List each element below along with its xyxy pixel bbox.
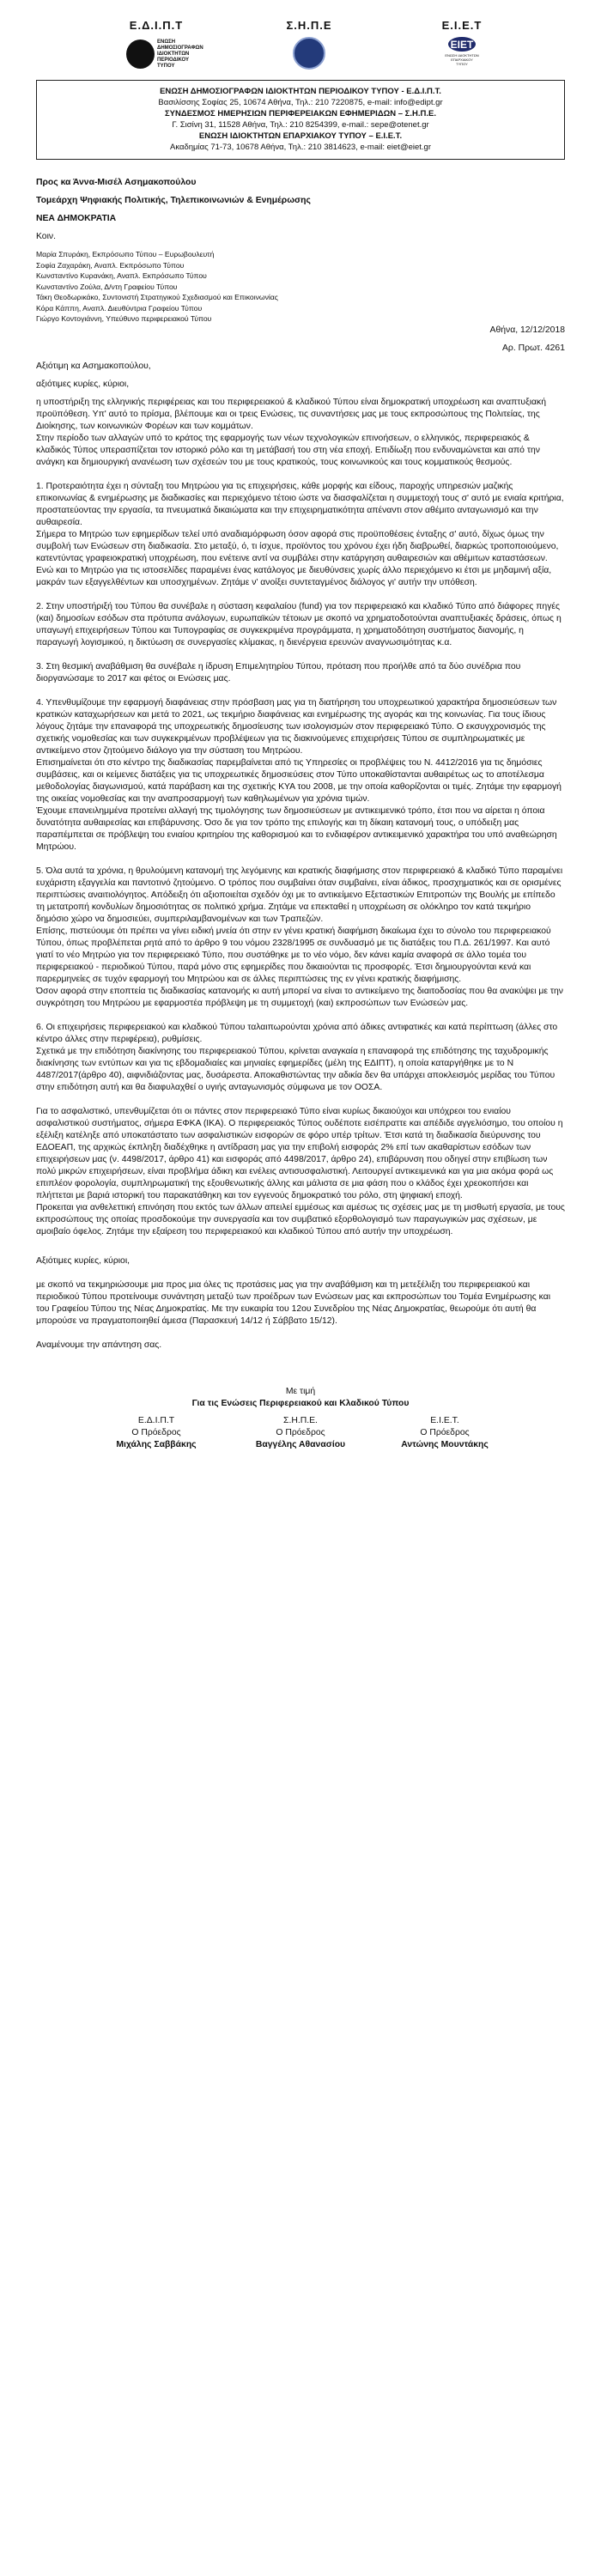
union-snpe-address: Γ. Σισίνη 31, 11528 Αθήνα, Τηλ.: 210 8254399, e-mail.: sepe@otenet.gr — [172, 120, 429, 130]
body-paragraph-registry: Σήμερα το Μητρώο των εφημερίδων τελεί υπό αναδιαμόρφωση όσον αφορά στις προϋποθέσεις ένταξης σ' αυτό, δίχως όμως την συμβολή των Ενώσεων στη διαδικασία. Στο μεταξύ, ό, τι ίσχυε, προϊόντος του χρόνου έχει ήδη διαβρωθεί, διαρκώς τροποποιούμενο, κατεντύντας γραφειοκρατική υποχρέωση, που ενέτεινε αντί να συμβάλει στην κατάργηση αυθαιρεσιών και αθέμιτων καταστάσεων. Ενώ και το Μητρώο για τις ιστοσελίδες παραμένει ένας κατάλογος με διευθύνσεις χωρίς άλλο περιεχόμενο κι έτσι με μηδαμινή αξία, μακράν των εξαγγελθέντων και υποσχημένων. Ζητάμε ν' ανοίξει συντεταγμένος διάλογος γι' αυτήν την υπόθεση. — [36, 529, 559, 587]
signature-name: Αντώνης Μουντάκης — [401, 1439, 489, 1449]
body-paragraph-law-4412: Επισημαίνεται ότι στο κέντρο της διαδικασίας παρεμβαίνεται από τις Υπηρεσίες οι προβλέψεις του Ν. 4412/2016 για τις δημόσιες συμβάσεις, και οι κείμενες διατάξεις για τις υποχρεωτικές δημοσιεύσεις στον Τύπο υποκαθίστανται αυθαιρέτως ως το αποτέλεσμα μεθοδολογίας διαγωνισμού, κατά παράβαση και της σχετικής ΚΥΑ του 2008, με την οποία καθορίζονται οι τιμές. Ζητάμε την εφαρμογή της οικείας νομοθεσίας και την αναπροσαρμογή των καθηλωμένων για χρόνια τιμών. — [36, 757, 562, 804]
org-edipt — [96, 19, 216, 71]
org-snpe — [249, 19, 369, 71]
signature-block — [36, 1415, 565, 1451]
recipient-to: Προς κα Άννα-Μισέλ Ασημακοπούλου — [36, 178, 197, 187]
body-paragraph-meeting-request: με σκοπό να τεκμηριώσουμε μια προς μια όλες τις προτάσεις μας για την αναβάθμιση και τη μετεξέλιξη του περιφερειακού και περιοδικού Τύπου προτείνουμε συνάντηση μεταξύ των προέδρων των Ενώσεων μας και εκπροσώπων του Τομέα Ενημέρωσης και του Γραφείου Τύπου της Νέας Δημοκρατίας. Με την ευκαιρία του 12ου Συνεδρίου της Νέας Δημοκρατίας, θεωρούμε ότι αυτή θα μπορούσε να πραγματοποιηθεί άμεσα (Παρασκευή 14/12 ή Σάββατο 15/12). — [36, 1279, 551, 1326]
body-paragraph-supervision: Όσον αφορά στην εποπτεία τις διαδικασίας κατανομής κι αυτή μπορεί να είναι το αντικείμενο της διαιτοδοσίας που θα ανακύψει με την συγκρότηση του Μητρώου με εφαρμοστέα πρόβλεψη με τη συμμετοχή (και) εκπροσώπων των Ενώσεών μας. — [36, 986, 564, 1008]
cc-item: Κόρα Κάππη, Αναπλ. Διευθύντρια Γραφείου Τύπου — [36, 303, 203, 313]
eiet-logo-text: ΕΝΩΣΗ ΙΔΙΟΚΤΗΤΩΝ ΕΠΑΡΧΙΑΚΟΥ ΤΥΠΟΥ — [445, 53, 479, 66]
eiet-logo — [445, 37, 479, 66]
protocol-number: Αρ. Πρωτ. 4261 — [502, 343, 565, 353]
body-paragraph-insurance: Για το ασφαλιστικό, υπενθυμίζεται ότι οι πάντες στον περιφερειακό Τύπο είναι κυρίως δικαιούχοι και υπόχρεοι του ενιαίου ασφαλιστικού συστήματος, σήμερα ΕΦΚΑ (ΙΚΑ). Ο περιφερειακός Τύπος ουδέποτε εισέπραττε και απέδιδε αγγελιόσημο, του οποίου η εξέλιξη κατέληξε από υποκατάστατο των ασφαλιστικών εισφορών σε φόρο υπέρ τρίτων. Έτσι κατά τη διαδικασία διεύρυνσης του ΕΔΟΕΑΠ, της αρχικώς έκπληξη διαδέχθηκε η αντίδραση μας για την επιβολή εισφοράς 2% επί των ακαθαρίστων εσόδων των επιχειρήσεων μας (ν. 4498/2017, άρθρο 41) και εισφοράς από 4498/2017, άρθρο 24), επιβάρυνση που οδηγεί στην επιβίωση των πολύ μικρών επιχειρήσεων, είναι προβλήμα άδικη και ενέλεις αντισυσφαλιστική. Λειτουργεί αντικειμενικά και για μια ακόμα φορά ως επιπλέον φορολογία, συμπληρωματική της εξουθενωτικής άλλης και μάλιστα σε μια φάση που ο κλάδος έχει χρεοκοπήσει και πλήττεται με βαριά ιστορική του παρακατάθηκη και τον εγγενούς δημοκρατικό του ρόλο, στη ψηφιακή εποχή. — [36, 1106, 563, 1200]
body-paragraph-point-4: 4. Υπενθυμίζουμε την εφαρμογή διαφάνειας στην πρόσβαση μας για τη διατήρηση του υποχρεωτικού χαρακτήρα δημοσιεύσεων των κρατικών καταχωρήσεων και μετά το 2021, ως τεκμήριο διαφάνειας και ενημέρωσης της αγοράς και της κοινωνίας. Για τους ίδιους λόγους ζητάμε την επαναφορά της υποχρεωτικής δημοσίευσης των ισολογισμών στον περιφερειακό Τύπο. Ο εκσυγχρονισμός της σχετικής νομοθεσίας και των συγκεκριμένων προβλέψεων για τις διακινούμενες επιχειρήσεις Τύπου σε συμπληρωματικές με αντικείμενο στον ζητούμενο διάλογο για την σύσταση του Μητρώου. — [36, 697, 557, 756]
body-paragraph-point-1: 1. Προτεραιότητα έχει η σύνταξη του Μητρώου για τις επιχειρήσεις, κάθε μορφής και είδους, παροχής υπηρεσιών μαζικής επικοινωνίας & ενημέρωσης με διαδικασίες και περιεχόμενο τέτοιο ώστε να διασφαλίζεται η συμμετοχή τους σ' αυτό με ενιαία κριτήρια, προστατεύοντας την εργασία, τα πνευματικά δικαιώματα και την επιχειρηματικότητα απέναντι στον αθέμιτο ανταγωνισμό και την αυθαιρεσία. — [36, 481, 564, 527]
body-paragraph-awaiting: Αναμένουμε την απάντηση σας. — [36, 1340, 162, 1350]
signature-closing: Με τιμή — [285, 1386, 316, 1396]
letter-date: Αθήνα, 12/12/2018 — [489, 325, 565, 335]
greeting-secondary: αξιότιμες κυρίες, κύριοι, — [36, 379, 130, 389]
cc-item: Κωνσταντίνο Ζούλα, Δ/ντη Γραφείου Τύπου — [36, 282, 178, 291]
signature-name: Βαγγέλης Αθανασίου — [255, 1439, 346, 1449]
cc-label: Κοιν. — [36, 232, 56, 241]
signature-org: Σ.Η.Π.Ε. — [283, 1415, 318, 1425]
org-eiet-abbr: Ε.Ι.Ε.Τ — [441, 19, 483, 32]
union-snpe-name: ΣΥΝΔΕΣΜΟΣ ΗΜΕΡΗΣΙΩΝ ΠΕΡΙΦΕΡΕΙΑΚΩΝ ΕΦΗΜΕΡΙΔΩΝ – Σ.Η.Π.Ε. — [164, 109, 437, 118]
union-edipt-address: Βασιλίσσης Σοφίας 25, 10674 Αθήνα, Τηλ.: 210 7220875, e-mail: info@edipt.gr — [158, 98, 443, 107]
unions-contact-box — [36, 80, 565, 160]
cc-item: Γιώργο Κοντογιάννη, Υπεύθυνο περιφερειακού Τύπου — [36, 314, 212, 323]
snpe-globe-logo-icon — [293, 37, 325, 70]
union-edipt-name: ΕΝΩΣΗ ΔΗΜΟΣΙΟΓΡΑΦΩΝ ΙΔΙΟΚΤΗΤΩΝ ΠΕΡΙΟΔΙΚΟΥ ΤΥΠΟΥ - Ε.Δ.Ι.Π.Τ. — [160, 87, 441, 96]
body-paragraph-intro: η υποστήριξη της ελληνικής περιφέρειας και του περιφερειακού & κλαδικού Τύπου είναι δημοκρατική υποχρέωση και αναπτυξιακή προϋπόθεση. Υπ' αυτό το πρίσμα, βλέπουμε και οι τρεις Ενώσεις, τις συναντήσεις μας με τους εκπροσώπους της Πολιτείας, της Διοίκησης, των κοινωνικών Φορέων και των κομμάτων. — [36, 397, 547, 431]
signature-snpe — [245, 1415, 356, 1451]
body-paragraph-subsidy: Σχετικά με την επιδότηση διακίνησης του περιφερειακού Τύπου, κρίνεται αναγκαία η επαναφορά της επιδότησης της ταχυδρομικής διακίνησης των εντύπων και για τις εβδομαδιαίες και μηνιαίες εφημερίδες (μέλη της ΕΔΙΠΤ), η οποία καταργήθηκε με το Ν 4487/2017(άρθρο 40), αιφνιδιάζοντας μας, δυσάρεστα. Αποκαθιστώντας την αδικία δεν θα υπάρχει αποκλεισμός μερίδας του Τύπου στην επιδότηση αυτή και θα διαφυλαχθεί ο υγιής ανταγωνισμός σύμφωνα με τον ΟΟΣΑ. — [36, 1046, 555, 1092]
cc-item: Σοφία Ζαχαράκη, Αναπλ. Εκπρόσωπο Τύπου — [36, 260, 185, 270]
signature-edipt — [100, 1415, 212, 1451]
cc-item: Μαρία Σπυράκη, Εκπρόσωπο Τύπου – Ευρωβουλευτή — [36, 250, 215, 258]
cc-list — [36, 249, 565, 325]
body-paragraph-state-advertising: Επίσης, πιστεύουμε ότι πρέπει να γίνει ειδική μνεία ότι στην εν γένει κρατική διαφήμιση δικαίωμα έχει το σύνολο του περιφερειακού Τύπου, όπως προβλέπεται ρητά από το άρθρο 9 του νόμου 2328/1995 σε συνδυασμό με τις διατάξεις του Π.Δ. 261/1997. Και αυτό γιατί το νέο Μητρώο για τον περιφερειακό Τύπο, που συστάθηκε με το νέο νόμο, δεν κάνει καμία αναφορά σε άλλο τομέα του περιφερειακού - περιοδικού Τύπου, παρά μόνο στις εφημερίδες που δικαιούνται τις προσφορές. Έτσι δημιουργούνται κενά και παρερμηνείες σε τυχόν εφαρμογή του Μητρώου και σε άλλες περιπτώσεις της εν γένει κρατικής διαφήμισης. — [36, 926, 551, 984]
header-orgs — [36, 19, 565, 71]
body-paragraph-point-2: 2. Στην υποστήριξή του Τύπου θα συνέβαλε η σύσταση κεφαλαίου (fund) για τον περιφερειακό και κλαδικό Τύπο από διάφορες πηγές (και) δημοσίων εσόδων στα πρότυπα ανάλογων, ευρωπαϊκών τέτοιων με σκοπό να χρηματοδοτούνται αναπτυξιακές δράσεις, όπως η υπαγωγή επιχειρήσεων Τύπου και Τυπογραφίας σε συγκεκριμένα προγράμματα, η χρηματοδότηση συστήματος διανομής, η παραγωγή λογισμικού, η δικτύωση σε συνεργασίες κλίμακας, η διενέργεια ερευνών αναγνωσιμότητας κ.α. — [36, 601, 562, 647]
signature-eiet — [389, 1415, 501, 1451]
union-eiet-name: ΕΝΩΣΗ ΙΔΙΟΚΤΗΤΩΝ ΕΠΑΡΧΙΑΚΟΥ ΤΥΠΟΥ – Ε.Ι.Ε.Τ. — [198, 131, 403, 141]
greeting-primary: Αξιότιμη κα Ασημακοπούλου, — [36, 361, 151, 371]
body-paragraph-pricing: Έχουμε επανειλημμένα προτείνει αλλαγή της τιμολόγησης των δημοσιεύσεων με αντικειμενικό τρόπο, έτσι που να αίρεται η όποια δυνατότητα αυθαιρεσίας και επιβάρυνσης. Όσο δε για τον τρόπο της επιλογής και τη δίκαιη κατανομή τους, ο υπόδειξη μας παραπέμπεται σε πρόβλεψη του ενιαίου κριτηρίου της καθορισμού και το ενδιαφέρον αντικειμενικό χαρακτήρα του υπό αναθεώρηση Μητρώου. — [36, 805, 557, 852]
edipt-logo — [126, 37, 203, 71]
org-edipt-abbr: Ε.Δ.Ι.Π.Τ — [129, 19, 184, 32]
union-eiet-address: Ακαδημίας 71-73, 10678 Αθήνα, Τηλ.: 210 3814623, e-mail: eiet@eiet.gr — [169, 143, 431, 152]
signature-for-line: Για τις Ενώσεις Περιφερειακού και Κλαδικού Τύπου — [191, 1398, 410, 1408]
recipient-sector: Τομεάρχη Ψηφιακής Πολιτικής, Τηλεπικοινωνιών & Ενημέρωσης — [36, 196, 311, 205]
org-eiet — [402, 19, 522, 71]
body-paragraph-point-5: 5. Όλα αυτά τα χρόνια, η θρυλούμενη κατανομή της λεγόμενης και κρατικής διαφήμισης στον περιφερειακό & κλαδικό Τύπο παραμένει ευχάριστη εξαγγελία και παντοτινό ζητούμενο. Ο τρόπος που συμβαίνει όταν συμβαίνει, είναι άδικος, προσχηματικός και σε ορισμένες περιπτώσεις αναιτιολόγητος. Απόδειξη ότι αξιοποιείται σχεδόν όχι με το αντικείμενο Εξεταστικών Επιτροπών της Βουλής με επίπεδο τη μετατροπή κονδυλίων δημοσιότητας σε πολιτικό χρήμα. Ζητάμε να επεκταθεί η υποχρέωση σε ολόκληρο τον κατά τεκμήριο δημόσιο χώρο να δημοσιεύει, συμπεριλαμβανομένων και των Τραπεζών. — [36, 866, 563, 924]
signature-role: Ο Πρόεδρος — [131, 1427, 181, 1437]
signature-role: Ο Πρόεδρος — [420, 1427, 470, 1437]
body-paragraph-point-3: 3. Στη θεσμική αναβάθμιση θα συνέβαλε η ίδρυση Επιμελητηρίου Τύπου, πρόταση που προήλθε από τα δύο συνέδρια που διοργανώσαμε το 2017 και φέτος οι Ενώσεις μας. — [36, 661, 521, 683]
eiet-logo-mark-icon: EIET — [448, 37, 476, 52]
cc-item: Κωνσταντίνο Κυρανάκη, Αναπλ. Εκπρόσωπο Τύπου — [36, 271, 207, 280]
body-paragraph-exemption: Προκειται για ανθελεττική επινόηση που εκτός των άλλων απειλεί εμμέσως και αμέσως τις σχέσεις μας με τη μισθωτή εργασία, με τους εκπροσώπους της οποίας προσδοκούμε την συνεργασία και τον συμβατικό εξορθολογισμό των παραγωγικών μας σχέσεων, με αμοιβαίο όφελος. Ζητάμε την εξαίρεση του περιφερειακού και κλαδικού Τύπου από αυτήν την υποχρέωση. — [36, 1202, 565, 1236]
cc-item: Τάκη Θεοδωρικάκο, Συντονιστή Στρατηγικού Σχεδιασμού και Επικοινωνίας — [36, 293, 278, 301]
body-paragraph-salutation: Αξιότιμες κυρίες, κύριοι, — [36, 1255, 131, 1266]
recipient-party: ΝΕΑ ΔΗΜΟΚΡΑΤΙΑ — [36, 214, 117, 223]
signature-name: Μιχάλης Σαββάκης — [116, 1439, 197, 1449]
body-paragraph-context: Στην περίοδο των αλλαγών υπό το κράτος της εφαρμογής των νέων τεχνολογικών επινοήσεων, ο ελληνικός, περιφερειακός & κλαδικός Τύπος υπερασπίζεται τον ιστορικό ρόλο και τη μετάβασή του στη νέα εποχή. Επιδίωξη που ενδυναμώνεται και από την ανάγκη και δημιουργική ανανέωση των σχέσεών του με τους κρατικούς, τους κοινωνικούς και τους κομματικούς θεσμούς. — [36, 433, 540, 467]
edipt-logo-circle-icon — [126, 39, 155, 69]
body-paragraph-point-6: 6. Οι επιχειρήσεις περιφερειακού και κλαδικού Τύπου ταλαιπωρούνται χρόνια από άδικες αντιφατικές και κατά περίπτωση (άλλες στο κέντρο άλλες στην περιφέρεια), ρυθμίσεις. — [36, 1022, 558, 1044]
signature-org: Ε.Δ.Ι.Π.Τ — [137, 1415, 175, 1425]
edipt-logo-text: ΕΝΩΣΗ ΔΗΜΟΣΙΟΓΡΑΦΩΝ ΙΔΙΟΚΤΗΤΩΝ ΠΕΡΙΟΔΙΚΟΥ ΤΥΠΟΥ — [157, 39, 203, 69]
signature-role: Ο Πρόεδρος — [276, 1427, 325, 1437]
signature-org: Ε.Ι.Ε.Τ. — [430, 1415, 459, 1425]
org-snpe-abbr: Σ.Η.Π.Ε — [286, 19, 332, 32]
